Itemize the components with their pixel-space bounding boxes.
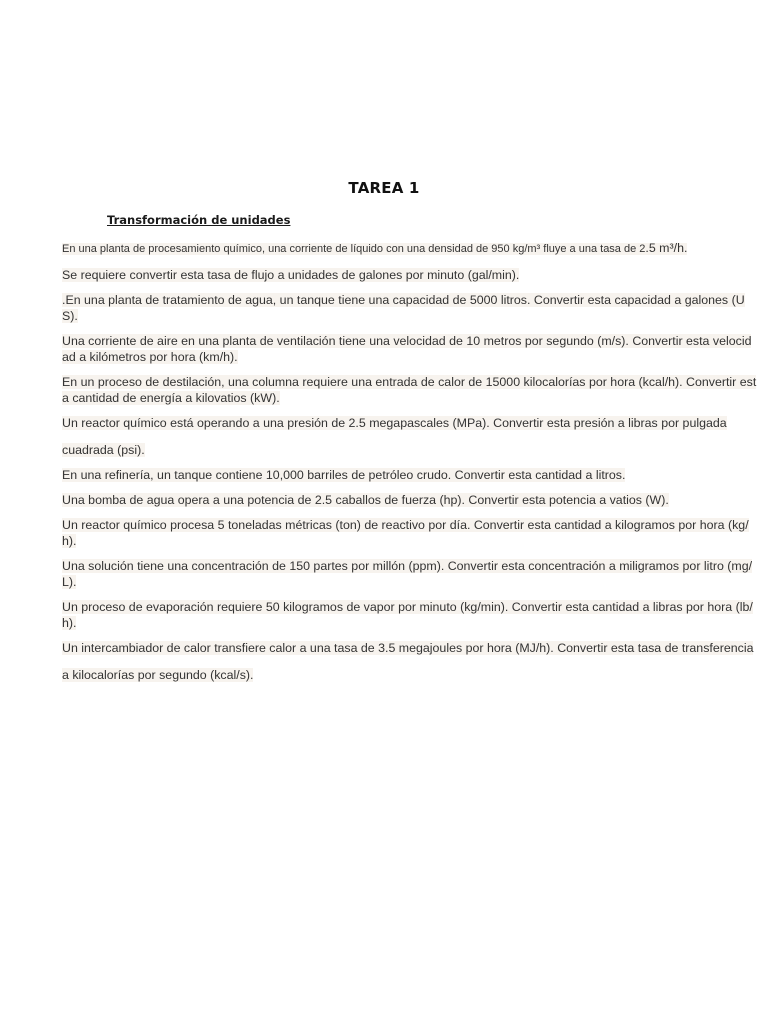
paragraph-flow-conversion: Se requiere convertir esta tasa de flujo a unidades de galones por minuto (gal/min). — [62, 268, 520, 282]
paragraph-tank-capacity: .En una planta de tratamiento de agua, un tanque tiene una capacidad de 5000 litros. Convertir esta capacidad a galones (US). — [62, 293, 745, 323]
paragraph-air-velocity: Una corriente de aire en una planta de ventilación tiene una velocidad de 10 metros por segundo (m/s). Convertir esta velocidad a kilómetros por hora (km/h). — [62, 334, 752, 364]
paragraph-evaporation-steam: Un proceso de evaporación requiere 50 kilogramos de vapor por minuto (kg/min). Convertir esta cantidad a libras por hora (lb/h). — [62, 600, 753, 630]
intro-tail: .5 m³/h. — [645, 241, 688, 255]
document-subtitle: Transformación de unidades — [107, 213, 291, 227]
document-body — [62, 240, 758, 692]
paragraph-heat-exchanger: Un intercambiador de calor transfiere calor a una tasa de 3.5 megajoules por hora (MJ/h). Convertir esta tasa de transferencia a kilocalorías por segundo (kcal/s). — [62, 641, 754, 682]
paragraph-reactor-pressure: Un reactor químico está operando a una presión de 2.5 megapascales (MPa). Convertir esta presión a libras por pulgada cuadrada (psi). — [62, 416, 727, 457]
paragraph-refinery-barrels: En una refinería, un tanque contiene 10,000 barriles de petróleo crudo. Convertir esta cantidad a litros. — [62, 468, 626, 482]
paragraph-distillation-heat: En un proceso de destilación, una columna requiere una entrada de calor de 15000 kilocalorías por hora (kcal/h). Convertir esta cantidad de energía a kilovatios (kW). — [62, 375, 757, 405]
intro-text: En una planta de procesamiento químico, una corriente de líquido con una densidad de 950 kg/m³ fluye a una tasa de 2 — [62, 243, 646, 255]
intro-paragraph — [62, 240, 758, 257]
document-title: TAREA 1 — [348, 179, 420, 197]
paragraph-pump-power: Una bomba de agua opera a una potencia de 2.5 caballos de fuerza (hp). Convertir esta potencia a vatios (W). — [62, 493, 669, 507]
paragraph-solution-concentration: Una solución tiene una concentración de 150 partes por millón (ppm). Convertir esta concentración a miligramos por litro (mg/L). — [62, 559, 753, 589]
paragraph-reactor-mass: Un reactor químico procesa 5 toneladas métricas (ton) de reactivo por día. Convertir esta cantidad a kilogramos por hora (kg/h). — [62, 518, 749, 548]
